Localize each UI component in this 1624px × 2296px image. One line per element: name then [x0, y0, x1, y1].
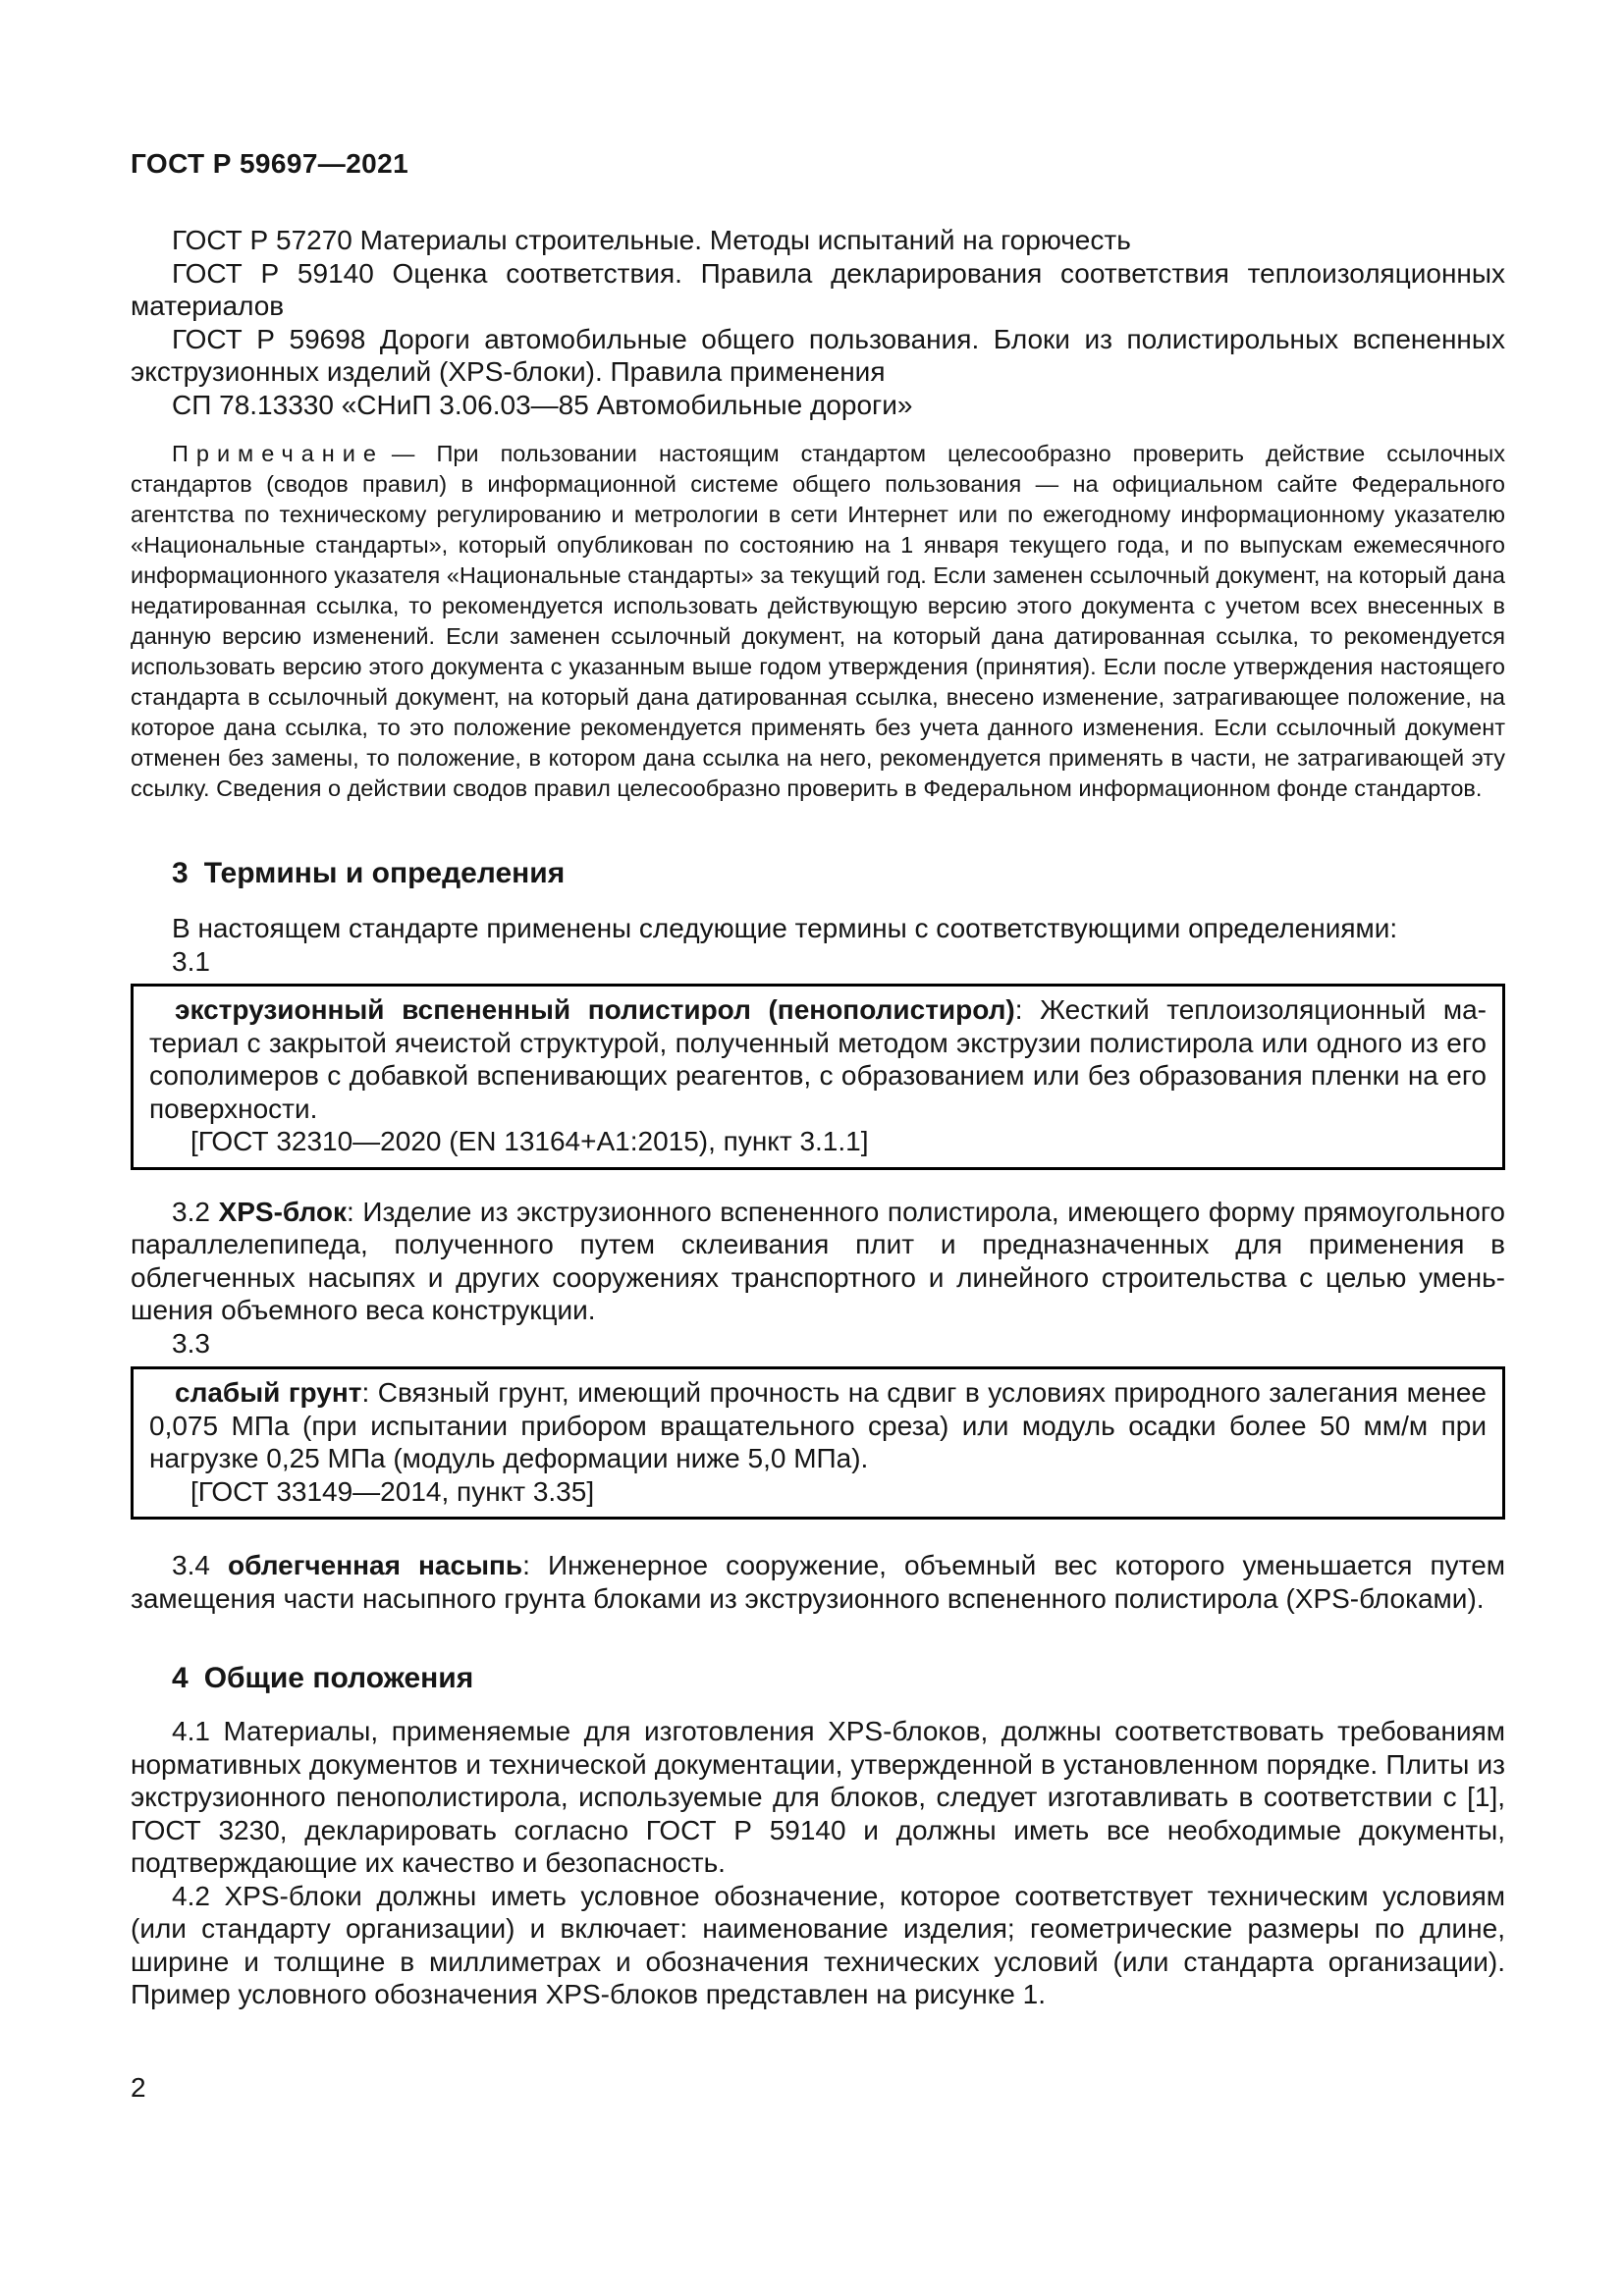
- reference-item: ГОСТ Р 59698 Дороги автомобильные общего пользования. Блоки из полистирольных вспененных экструзионных изделий (XPS-блоки). Правила применения: [131, 323, 1505, 387]
- definition-3-1: [149, 993, 1487, 1125]
- definition-3-1-source: [ГОСТ 32310—2020 (EN 13164+A1:2015), пункт 3.1.1]: [190, 1126, 869, 1156]
- item-3-2: [131, 1196, 1505, 1327]
- item-3-4-number: 3.4: [172, 1550, 229, 1580]
- doc-code-header: ГОСТ Р 59697—2021: [131, 148, 409, 179]
- reference-item: ГОСТ Р 57270 Материалы строительные. Методы испытаний на горючесть: [172, 225, 1131, 255]
- term-xps-block: XPS-блок: [218, 1196, 348, 1227]
- definition-3-3-source: [ГОСТ 33149—2014, пункт 3.35]: [190, 1475, 595, 1507]
- section-4-number: 4: [172, 1662, 189, 1694]
- item-3-1-label: 3.1: [172, 945, 210, 977]
- item-3-3-label: 3.3: [172, 1327, 210, 1359]
- references-section: [131, 224, 1505, 421]
- term-extruded-polystyrene: экструзионный вспененный полистирол (пенополистирол): [175, 994, 1015, 1025]
- page-number: 2: [131, 2072, 146, 2103]
- item-3-2-body: : Изделие из экструзионного вспененного полистирола, имеющего форму прямоугольного параллелепипеда, полученного путем склеивания плит и предназначенных для применения в облегченных насыпях и других сооружениях транспортного и линейного строительства с целью уменьшения объемного веса конструкции.: [131, 1196, 1505, 1325]
- note-paragraph: [131, 439, 1505, 804]
- term-weak-soil: слабый грунт: [175, 1377, 362, 1408]
- definition-3-1-body: : Жесткий теплоизоляционный материал с закрытой ячеистой структурой, полученный методом экструзии полистирола или одного из его сополимеров с добавкой вспенивающих реагентов, с образованием или без образования пленки на его поверхности.: [149, 994, 1487, 1124]
- section-3-intro: В настоящем стандарте применены следующие термины с соответствующими определениями:: [172, 913, 1398, 943]
- paragraph-4-1: 4.1 Материалы, применяемые для изготовления XPS-блоков, должны соответствовать требованиям нормативных документов и технической документации, утвержденной в установленном порядке. Плиты из экструзионного пенополистирола, используемые для блоков, следует изготавливать в соответствии с [1], ГОСТ 3230, декларировать согласно ГОСТ Р 59140 и должны иметь все необходимые документы, подтверждающие их качество и безопасность.: [131, 1716, 1505, 1878]
- definition-box-3-1: [131, 984, 1505, 1170]
- definition-3-3: [149, 1376, 1487, 1475]
- term-lightweight-embankment: облегченная насыпь: [228, 1550, 523, 1580]
- section-4-heading: [131, 1660, 1505, 1697]
- definition-box-3-3: [131, 1366, 1505, 1520]
- reference-item: ГОСТ Р 59140 Оценка соответствия. Правила декларирования соответствия теплоизоляционных материалов: [131, 257, 1505, 321]
- section-3-title: Термины и определения: [203, 857, 566, 889]
- definition-3-3-body: : Связный грунт, имеющий прочность на сдвиг в условиях природного залегания менее 0,075 МПа (при испытании прибором вращательного среза) или модуль осадки более 50 мм/м при нагрузке 0,25 МПа (модуль деформации ниже 5,0 МПа).: [149, 1377, 1488, 1473]
- note-text: — При пользовании настоящим стандартом целесообразно проверить действие ссылочных стандартов (сводов правил) в информационной системе общего пользования — на официальном сайте Федерального агентства по техническому регулированию и метрологии в сети Интернет или по ежегодному информационному указателю «Национальные стандарты», который опубликован по состоянию на 1 января текущего года, и по выпускам ежемесячного информационного указателя «Национальные стандарты» за текущий год. Если заменен ссылочный документ, на который дана недатированная ссылка, то рекомендуется использовать действующую версию этого документа с учетом всех внесенных в данную версию изменений. Если заменен ссылочный документ, на который дана датированная ссылка, то рекомендуется использовать версию этого документа с указанным выше годом утверждения (принятия). Если после утверждения настоящего стандарта в ссылочный документ, на который дана датированная ссылка, внесено изменение, затрагивающее положение, на которое дана ссылка, то это положение рекомендуется применять без учета данного изменения. Если ссылочный документ отменен без замены, то положение, в котором дана ссылка на него, рекомендуется применять в части, не затрагивающей эту ссылку. Сведения о действии сводов правил целесообразно проверить в Федеральном информационном фонде стандартов.: [131, 441, 1505, 801]
- item-3-4-body: : Инженерное сооружение, объемный вес которого уменьшается путем замещения части насыпного грунта блоками из экструзионного вспененного полистирола (XPS-блоками).: [131, 1550, 1506, 1614]
- paragraph-4-2: 4.2 XPS-блоки должны иметь условное обозначение, которое соответствует техническим условиям (или стандарту организации) и включает: наименование изделия; геометрические размеры по длине, ширине и толщине в миллиметрах и обозначения технических условий (или стандарта организации). Пример условного обозначения XPS-блоков представлен на рисунке 1.: [131, 1880, 1505, 2009]
- section-3-number: 3: [172, 857, 189, 889]
- section-3-heading: [131, 855, 1505, 892]
- section-4-title: Общие положения: [203, 1662, 474, 1694]
- reference-item: СП 78.13330 «СНиП 3.06.03—85 Автомобильные дороги»: [172, 389, 913, 420]
- note-label: Примечание: [172, 441, 384, 466]
- item-3-4: [131, 1549, 1505, 1615]
- item-3-2-number: 3.2: [172, 1196, 219, 1227]
